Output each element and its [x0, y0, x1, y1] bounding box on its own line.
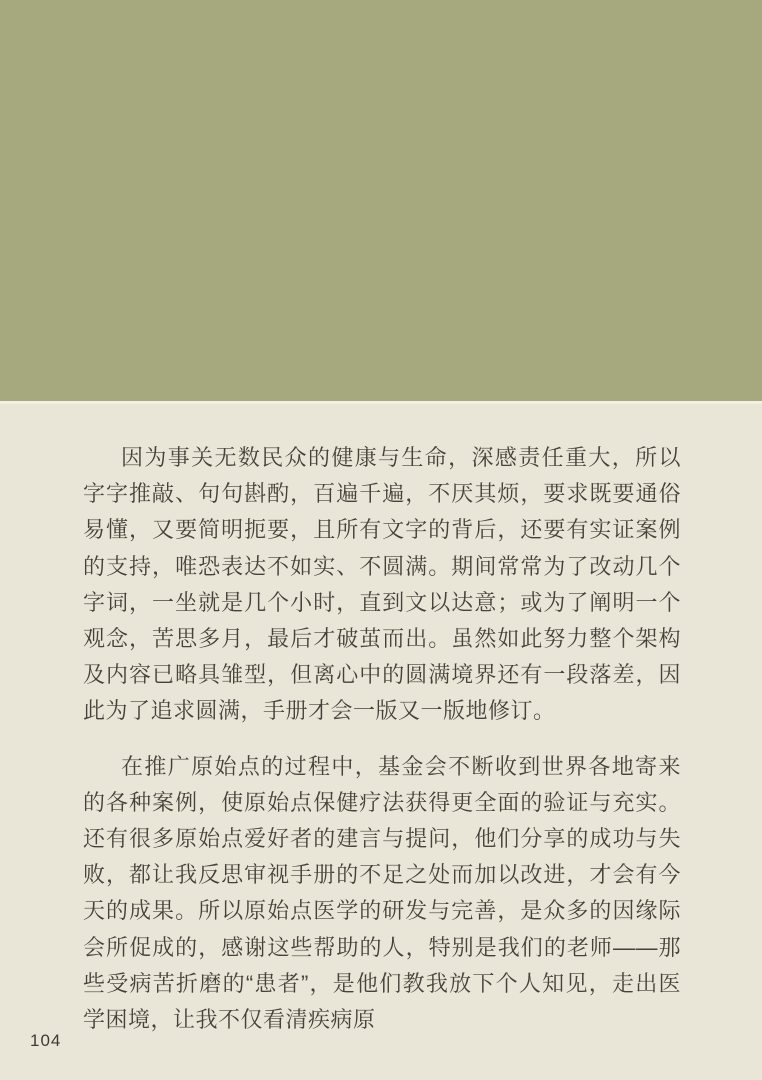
- paragraph-2: 在推广原始点的过程中，基金会不断收到世界各地寄来的各种案例，使原始点保健疗法获得更全面的验证与充实。还有很多原始点爱好者的建言与提问，他们分享的成功与失败，都让我反思审视手册的不足之处而加以改进，才会有今天的成果。所以原始点医学的研发与完善，是众多的因缘际会所促成的，感谢这些帮助的人，特别是我们的老师——那些受病苦折磨的“患者”，是他们教我放下个人知见，走出医学困境，让我不仅看清疾病原: [83, 753, 681, 1033]
- paragraph-1: 因为事关无数民众的健康与生命，深感责任重大，所以字字推敲、句句斟酌，百遍千遍，不厌其烦，要求既要通俗易懂，又要简明扼要，且所有文字的背后，还要有实证案例的支持，唯恐表达不如实、不圆满。期间常常为了改动几个字词，一坐就是几个小时，直到文以达意；或为了阐明一个观念，苦思多月，最后才破茧而出。虽然如此努力整个架构及内容已略具雏型，但离心中的圆满境界还有一段落差，因此为了追求圆满，手册才会一版又一版地修订。: [83, 445, 681, 724]
- page-number: 104: [30, 1031, 62, 1050]
- body-text-block: [83, 440, 681, 1038]
- top-color-band: [0, 0, 762, 401]
- band-paper-divider: [0, 401, 762, 404]
